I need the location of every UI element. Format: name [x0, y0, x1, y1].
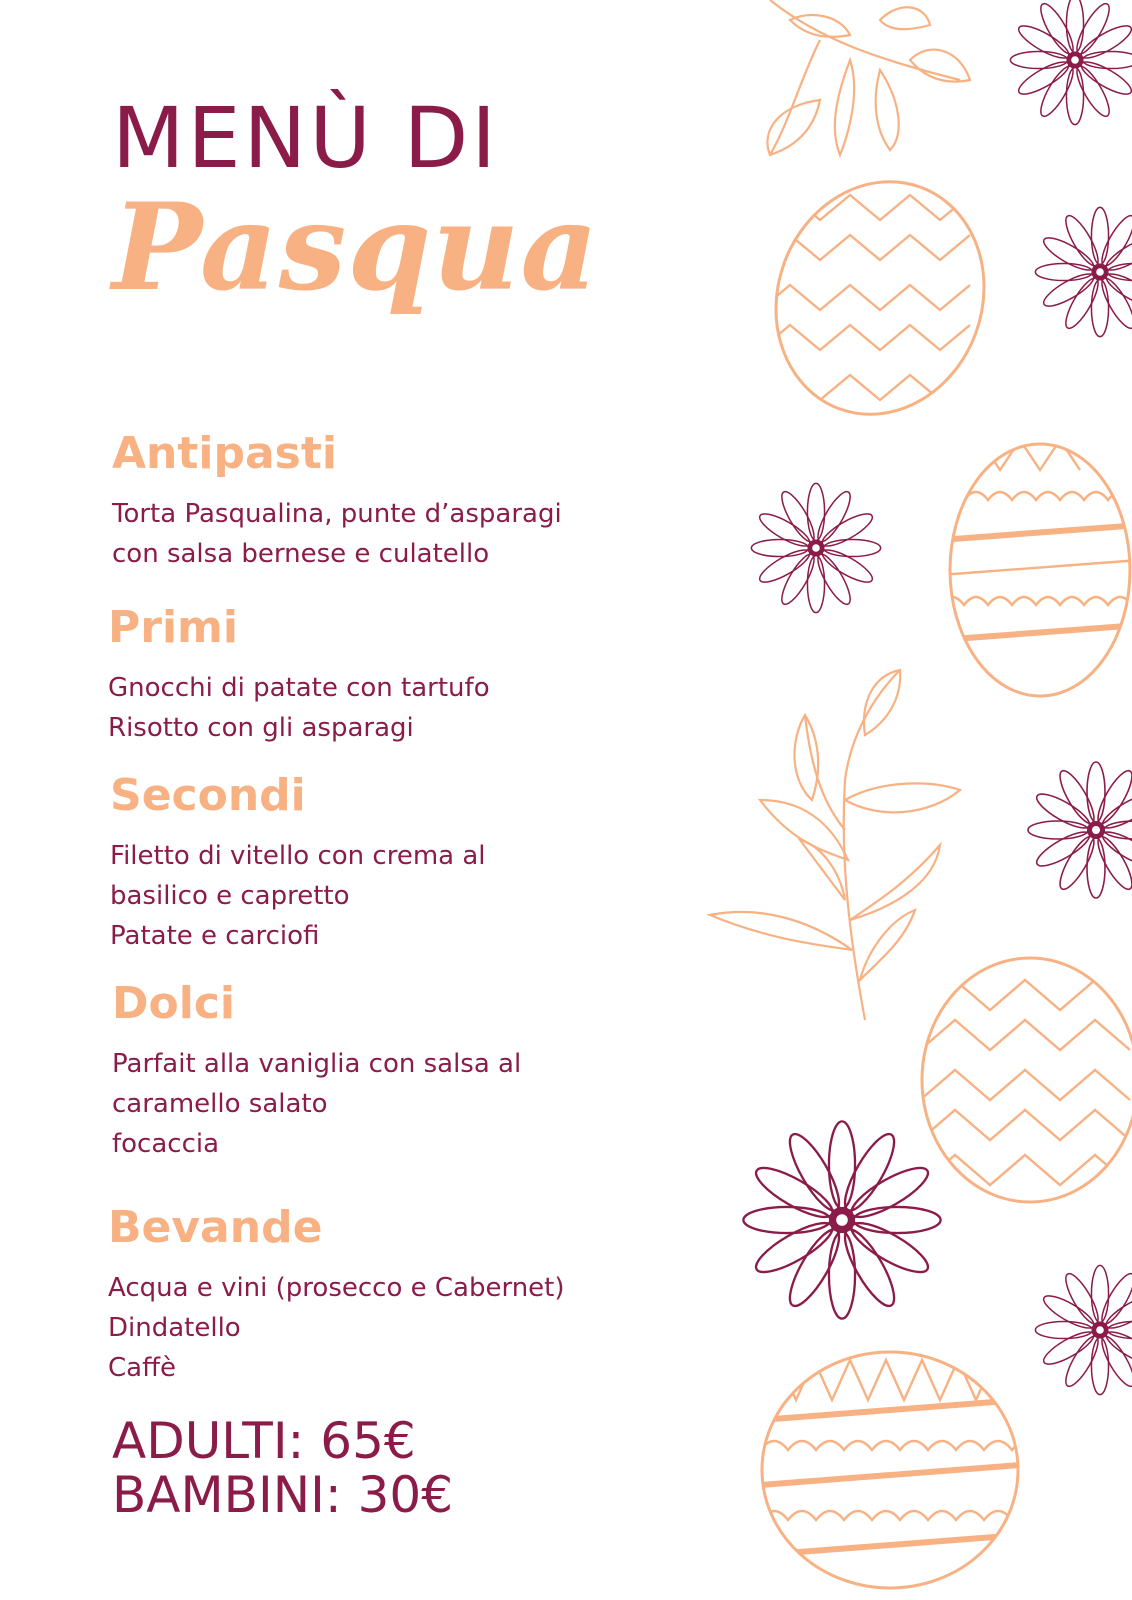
dish-line: focaccia [112, 1129, 220, 1159]
section-dolci [112, 978, 522, 1164]
dish-line: con salsa bernese e culatello [112, 539, 490, 569]
section-secondi [110, 770, 486, 956]
dish-line: Filetto di vitello con crema al [110, 841, 486, 871]
price-children: BAMBINI: 30€ [112, 1466, 454, 1524]
easter-egg-icon [920, 958, 1132, 1202]
section-antipasti [112, 428, 562, 574]
menu-title-script: Pasqua [112, 177, 600, 318]
section-title: Bevande [108, 1202, 323, 1253]
section-title: Secondi [110, 770, 306, 821]
easter-egg-icon [744, 152, 1016, 444]
daisy-flower-icon [1035, 207, 1132, 336]
dish-line: Acqua e vini (prosecco e Cabernet) [108, 1273, 565, 1303]
daisy-flower-icon [743, 1121, 940, 1318]
easter-egg-icon [760, 1352, 1040, 1588]
dish-line: caramello salato [112, 1089, 328, 1119]
daisy-flower-icon [1028, 762, 1132, 898]
branch-icon [767, 0, 970, 155]
daisy-flower-icon [1010, 0, 1132, 125]
daisy-flower-icon [751, 483, 880, 612]
dish-line: Dindatello [108, 1313, 241, 1343]
section-bevande [108, 1202, 565, 1388]
section-title: Antipasti [112, 428, 337, 479]
dish-line: basilico e capretto [110, 881, 350, 911]
dish-line: Risotto con gli asparagi [108, 713, 414, 743]
price-adults: ADULTI: 65€ [112, 1412, 416, 1470]
easter-egg-icon [940, 440, 1132, 696]
dish-line: Caffè [108, 1353, 176, 1383]
daisy-flower-icon [1035, 1265, 1132, 1394]
dish-line: Parfait alla vaniglia con salsa al [112, 1049, 522, 1079]
dish-line: Torta Pasqualina, punte d’asparagi [112, 499, 562, 529]
menu-title: MENÙ DI [112, 89, 500, 187]
section-title: Dolci [112, 978, 235, 1029]
branch-icon [710, 670, 960, 1020]
dish-line: Gnocchi di patate con tartufo [108, 673, 490, 703]
section-title: Primi [108, 602, 238, 653]
dish-line: Patate e carciofi [110, 921, 320, 951]
section-primi [108, 602, 490, 748]
